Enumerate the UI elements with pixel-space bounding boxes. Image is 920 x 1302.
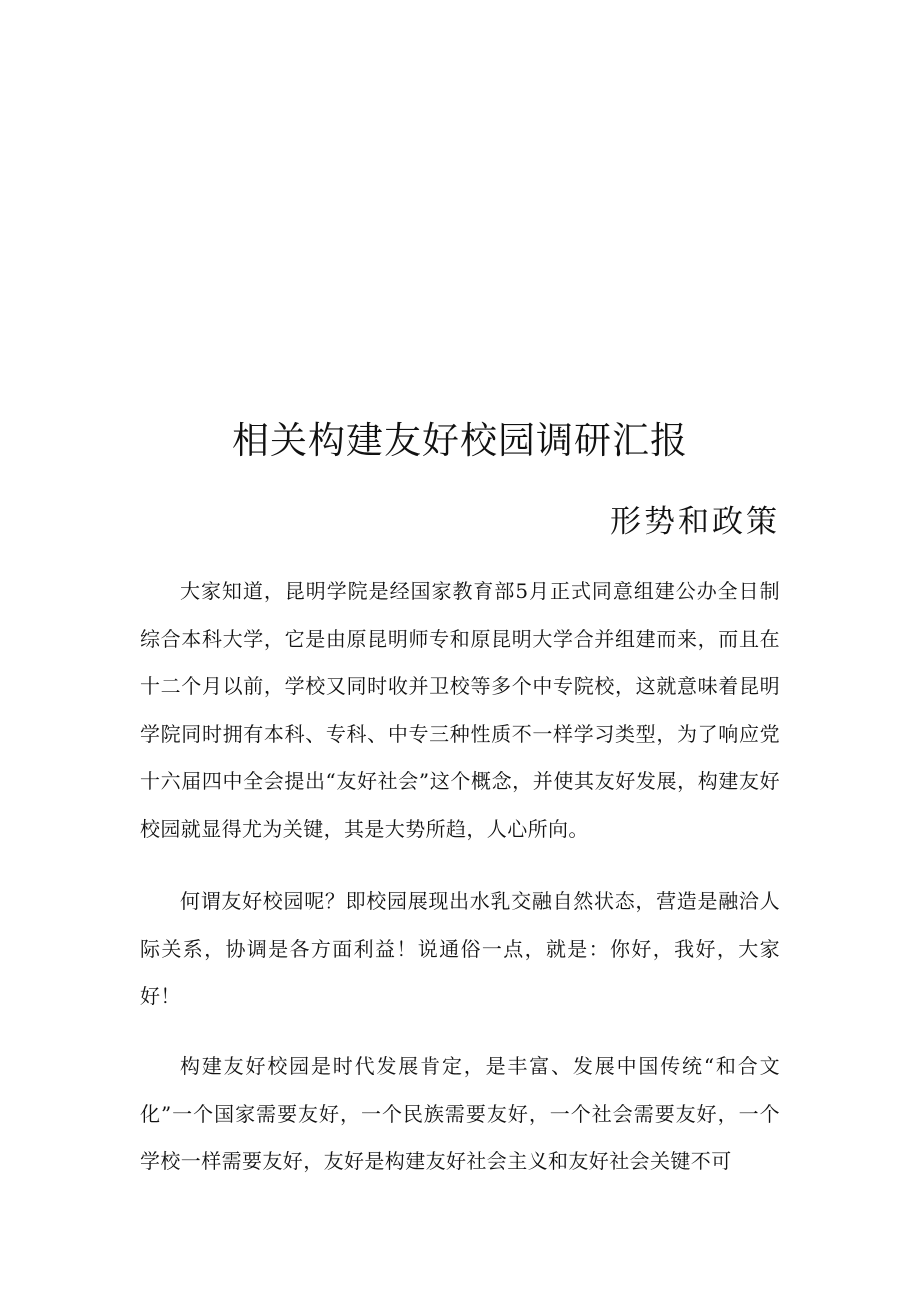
paragraph-2: 何谓友好校园呢？即校园展现出水乳交融自然状态，营造是融洽人际关系，协调是各方面利益！说通俗一点，就是：你好，我好，大家好！ [140, 889, 780, 1009]
paragraph-1: 大家知道，昆明学院是经国家教育部5月正式同意组建公办全日制综合本科大学，它是由原昆明师专和原昆明大学合并组建而来，而且在十二个月以前，学校又同时收并卫校等多个中专院校，这就意味着昆明学院同时拥有本科、专科、中专三种性质不一样学习类型，为了响应党十六届四中全会提出“友好社会”这个概念，并使其友好发展，构建友好校园就显得尤为关键，其是大势所趋，人心所向。 [140, 579, 780, 841]
paragraph-3: 构建友好校园是时代发展肯定，是丰富、发展中国传统“和合文化”一个国家需要友好，一个民族需要友好，一个社会需要友好，一个学校一样需要友好，友好是构建友好社会主义和友好社会关键不可 [140, 1054, 780, 1174]
document-author: 形势和政策 [610, 504, 780, 540]
document-title: 相关构建友好校园调研汇报 [232, 419, 688, 462]
